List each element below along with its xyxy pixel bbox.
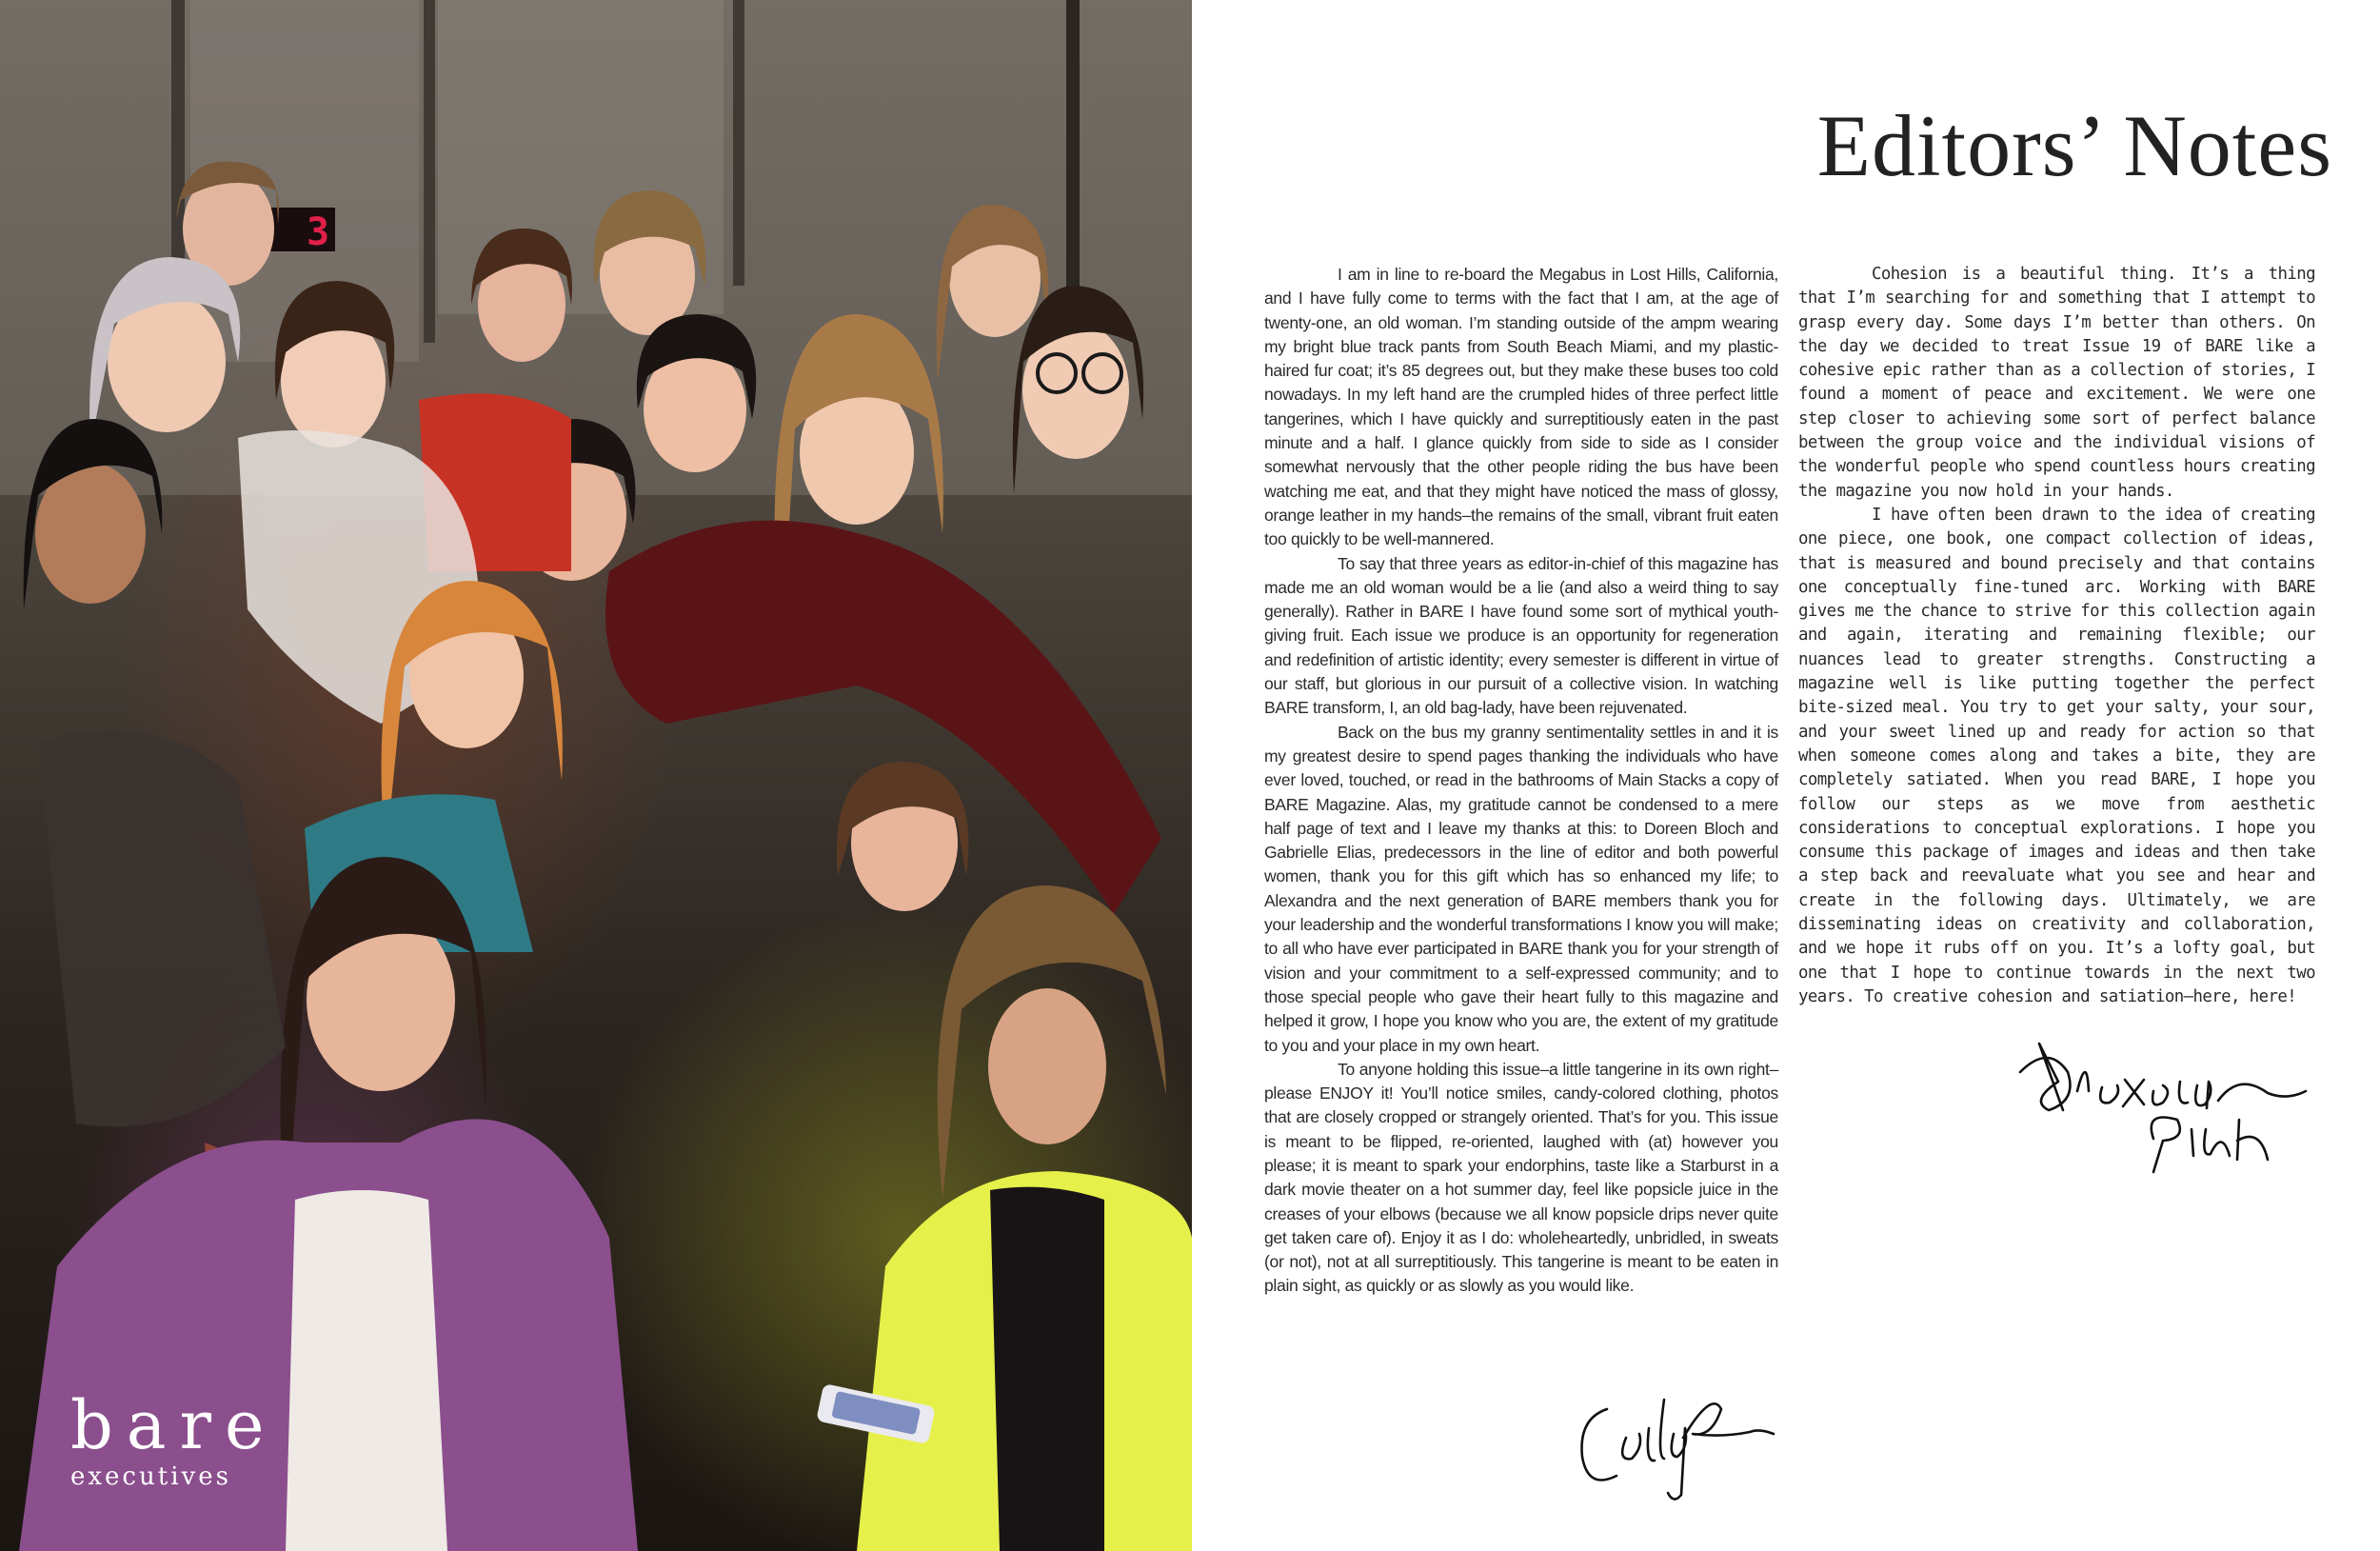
elevator-floor-number: 3 xyxy=(307,210,330,254)
person-clothing xyxy=(286,1190,447,1551)
note-2-paragraph: I have often been drawn to the idea of creating one piece, one book, one compact collection of ideas, that is measured and bound precisely and that contains one conceptually fine-tuned arc. Working with BARE gives me the chance to strive for this collection again and again, iterating and remaining flexible; our nuances lead to greater strengths. Constructing a magazine well is like putting together the perfect bite-sized meal. You try to get your salty, your sour, and your sweet lined up and ready for action so that when someone comes along and takes a bite, they are completely satiated. When you read BARE, I hope you follow our steps as we move from aesthetic considerations to conceptual explorations. I hope you consume this package of images and ideas and then take a step back and reevaluate what you see and hear and create in the following days. Ultimately, we are disseminating ideas on creativity and collaboration, and we hope it rubs off on you. It’s a lofty goal, but one that I hope to continue towards in the next two years. To creative cohesion and satiation—here, here! xyxy=(1798,505,2315,1006)
person-face xyxy=(988,988,1106,1144)
note-1-paragraph: To say that three years as editor-in-chief of this magazine has made me an old woman would be a lie (and also a weird thing to say generally). Rather in BARE I have found some sort of mythical youth-giving fruit. Each issue we produce is an opportunity for regeneration and redefinition of artistic identity; every semester is different in virtue of our staff, but glorious in our pursuit of a collective vision. In watching BARE transform, I, an old bag-lady, have been rejuvenated. xyxy=(1264,553,1778,718)
editors-notes-page xyxy=(1192,0,2380,1551)
person-clothing xyxy=(990,1187,1104,1551)
signature-caily-rawson xyxy=(1569,1371,1778,1504)
logo-subtitle: executives xyxy=(70,1462,231,1491)
logo-wordmark: bare xyxy=(70,1386,278,1464)
page-title: Editors’ Notes xyxy=(1816,97,2332,194)
note-1-paragraph: Back on the bus my granny sentimentality settles in and it is my greatest desire to spend pages thanking the individuals who have ever loved, touched, or read in the bathrooms of Main Stacks a copy of BARE Magazine. Alas, my gratitude cannot be condensed to a mere half page of text and I leave my thanks at this: to Doreen Bloch and Gabrielle Elias, predecessors in the line of editor and both powerful women, thank you for this gift which has so enhanced my life; to Alexandra and the next generation of BARE members thank you for your leadership and the wonderful transformations I know you will make; to all who have ever participated in BARE thank you for your strength of vision and your commitment to a self-expressed community; and to those special people who gave their heart fully to this magazine and helped it grow, I hope you know who you are, the extent of my gratitude to you and your place in my own heart. xyxy=(1264,722,1778,1055)
elevator-seam xyxy=(424,0,435,343)
editor-note-1 xyxy=(1264,263,1778,1299)
editor-note-2 xyxy=(1798,263,2315,1009)
signature-alexandra-pink xyxy=(2011,1034,2325,1186)
elevator-seam xyxy=(733,0,744,286)
note-1-paragraph: I am in line to re-board the Megabus in Lost Hills, California, and I have fully come to terms with the fact that I am, at the age of twenty-one, an old woman. I’m standing outside of the ampm wearing my bright blue track pants from South Beach Miami, and my plastic-haired fur coat; it’s 85 degrees out, but they make these buses too cold nowadays. In my left hand are the crumpled hides of three perfect little tangerines, which I have quickly and surreptitiously eaten in the past minute and a half. I glance quickly from side to side as I consider somewhat nervously that the other people riding the bus have been watching me eat, and that they might have noticed the mass of glossy, orange leather in my hands–the remains of the small, vibrant fruit eaten too quickly to be well-mannered. xyxy=(1264,265,1778,549)
bare-logo xyxy=(70,1386,278,1491)
note-2-paragraph: Cohesion is a beautiful thing. It’s a thing that I’m searching for and something that I attempt to grasp every day. Some days I’m better than others. On the day we decided to treat Issue 19 of BARE like a cohesive epic rather than as a collection of stories, I found a moment of peace and excitement. We were one step closer to achieving some sort of perfect balance between the group voice and the individual visions of the wonderful people who spend countless hours creating the magazine you now hold in your hands. xyxy=(1798,265,2315,501)
person-clothing xyxy=(38,730,286,1127)
note-1-paragraph: To anyone holding this issue–a little tangerine in its own right–please ENJOY it! You’ll notice smiles, candy-colored clothing, photos that are closely cropped or strangely oriented. That’s for you. This issue is meant to be flipped, re-oriented, laughed with (at) however you please; it is meant to spark your endorphins, taste like a Starburst in a dark movie theater on a hot summer day, feel like popsicle juice in the creases of your elbows (because we all know popsicle drips never quite get taken care of). Enjoy it as I do: wholeheartedly, unbridled, in sweats (or not), not at all surreptitiously. This tangerine is meant to be eaten in plain sight, as quickly or as slowly as you would like. xyxy=(1264,1059,1778,1296)
